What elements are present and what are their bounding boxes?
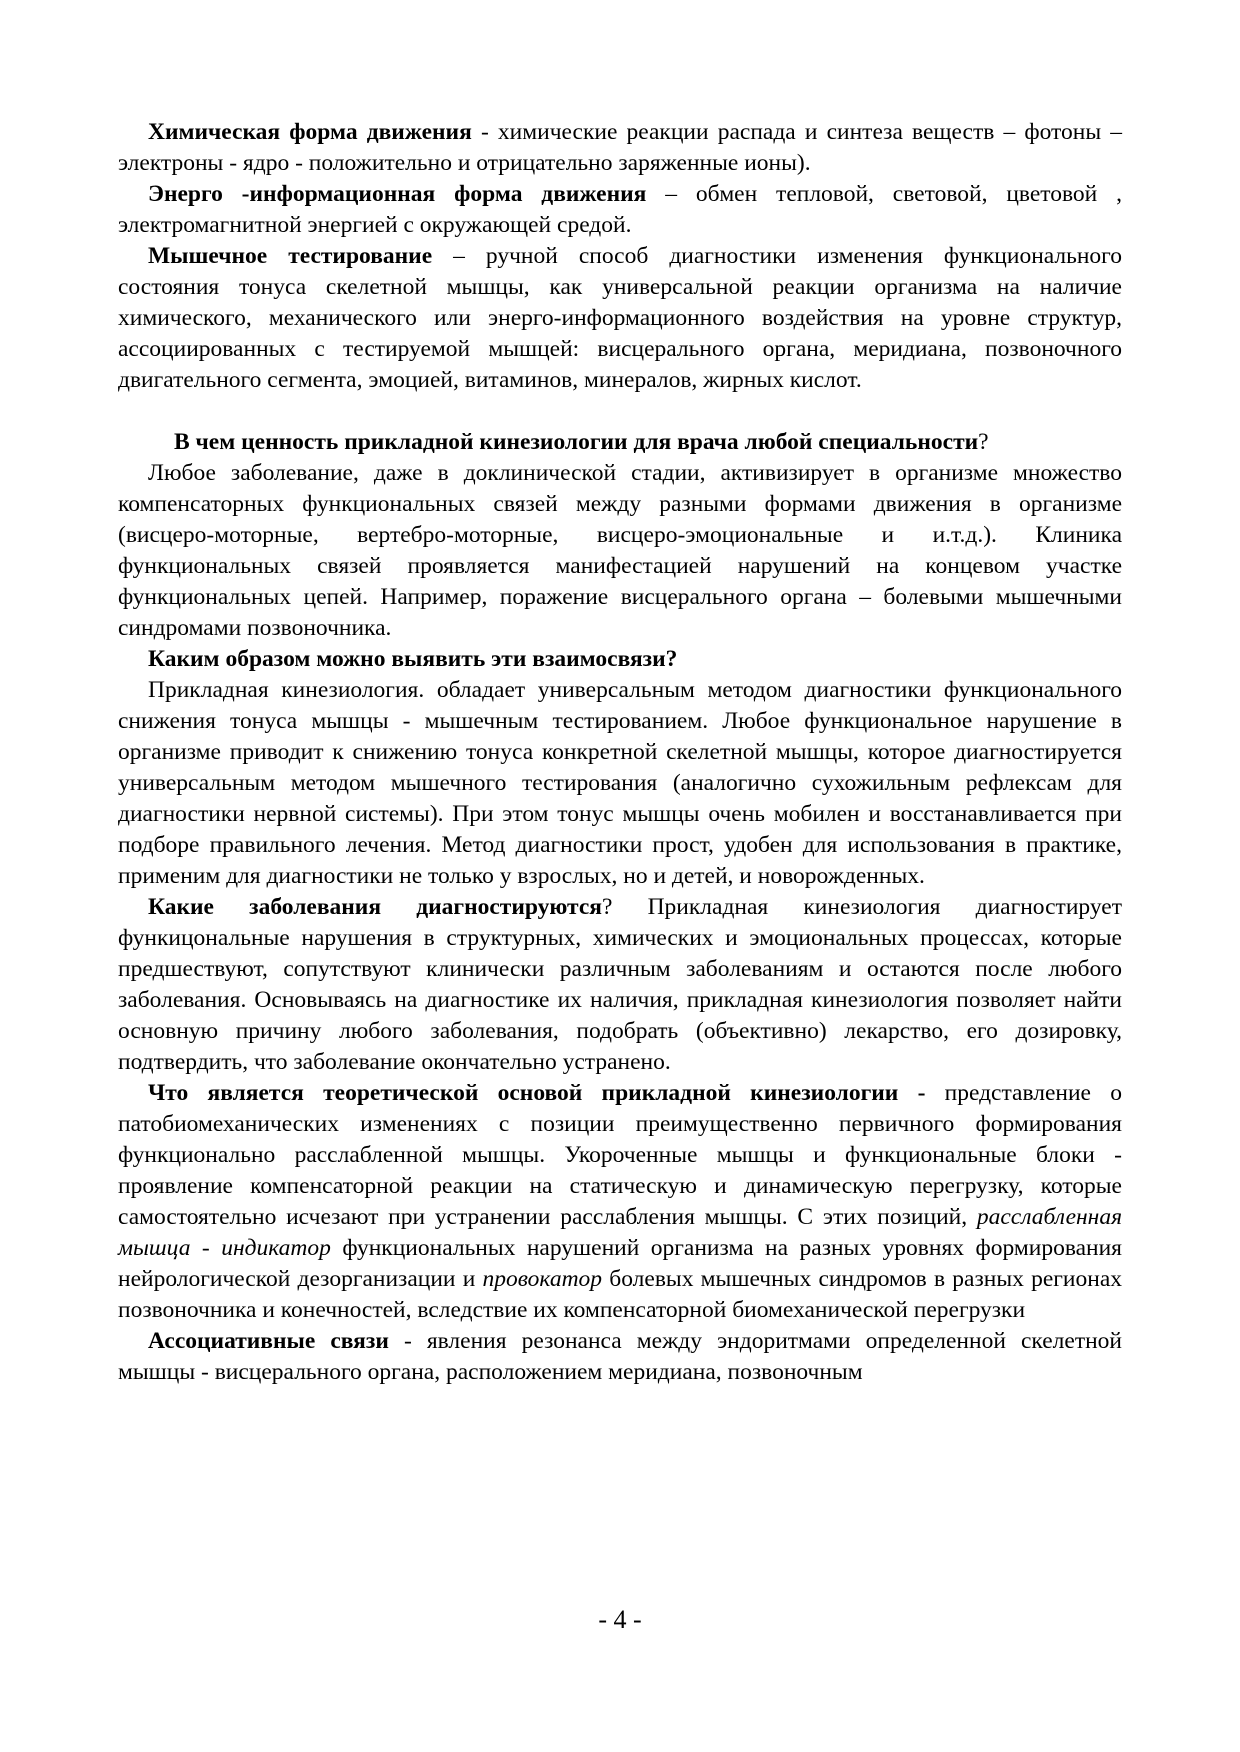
paragraph-energy-info-form bbox=[118, 179, 1122, 241]
paragraph-diseases-diagnosed bbox=[118, 892, 1122, 1078]
question-value-mark: ? bbox=[978, 429, 989, 455]
term-muscle-testing: Мышечное тестирование bbox=[148, 243, 433, 269]
paragraph-applied-kinesiology bbox=[118, 675, 1122, 892]
text-any-disease: Любое заболевание, даже в доклинической стадии, активизирует в организме множество компенсаторных функциональных связей между разными формами движения в организме (висцеро-моторные, вертебро-моторные, висцеро-эмоциональные и и.т.д.). Клиника функциональных связей проявляется манифестацией нарушений на концевом участке функциональных цепей. Например, поражение висцерального органа – болевыми мышечными синдромами позвоночника. bbox=[118, 460, 1122, 641]
text-diseases-diagnosed: ? Прикладная кинезиология диагностирует функицональные нарушения в структурных, химических и эмоциональных процессах, которые предшествуют, сопутствуют клинически различным заболеваниям и остаются после любого заболевания. Основываясь на диагностике их наличия, прикладная кинезиология позволяет найти основную причину любого заболевания, подобрать (объективно) лекарство, его дозировку, подтвердить, что заболевание окончательно устранено. bbox=[118, 894, 1122, 1075]
blank-line bbox=[118, 396, 1122, 427]
page-number: - 4 - bbox=[598, 1605, 642, 1634]
term-diseases-diagnosed: Какие заболевания диагностируются bbox=[148, 894, 602, 920]
italic-relaxed-muscle: расслабленная мышца - индикатор bbox=[118, 1204, 1122, 1261]
term-theoretical-basis: Что является теоретической основой прикладной кинезиологии - bbox=[148, 1080, 926, 1106]
question-how-to-detect bbox=[118, 644, 1122, 675]
text-muscle-testing: – ручной способ диагностики изменения функционального состояния тонуса скелетной мышцы, как универсальной реакции организма на наличие химического, механического или энерго-информационного воздействия на уровне структур, ассоциированных с тестируемой мышцей: висцерального органа, меридиана, позвоночного двигательного сегмента, эмоцией, витаминов, минералов, жирных кислот. bbox=[118, 243, 1122, 393]
text-energy-info-form: – обмен тепловой, световой, цветовой , электромагнитной энергией с окружающей средой. bbox=[118, 181, 1122, 238]
paragraph-associative-links bbox=[118, 1326, 1122, 1388]
term-associative-links: Ассоциативные связи bbox=[148, 1328, 389, 1354]
paragraph-muscle-testing bbox=[118, 241, 1122, 396]
text-applied-kinesiology: Прикладная кинезиология. обладает универсальным методом диагностики функционального снижения тонуса мышцы - мышечным тестированием. Любое функциональное нарушение в организме приводит к снижению тонуса конкретной скелетной мышцы, которое диагностируется универсальным методом мышечного тестирования (аналогично сухожильным рефлексам для диагностики нервной системы). При этом тонус мышцы очень мобилен и восстанавливается при подборе правильного лечения. Метод диагностики прост, удобен для использования в практике, применим для диагностики не только у взрослых, но и детей, и новорожденных. bbox=[118, 677, 1122, 889]
text-theoretical-basis-c: болевых мышечных синдромов в разных регионах позвоночника и конечностей, вследствие их компенсаторной биомеханической перегрузки bbox=[118, 1266, 1122, 1323]
question-value-text: В чем ценность прикладной кинезиологии для врача любой специальности bbox=[174, 429, 979, 455]
term-energy-info-form: Энерго -информационная форма движения bbox=[148, 181, 647, 207]
question-value-of-kinesiology bbox=[118, 427, 1122, 458]
text-associative-links: - явления резонанса между эндоритмами определенной скелетной мышцы - висцерального органа, расположением меридиана, позвоночным bbox=[118, 1328, 1122, 1385]
paragraph-any-disease bbox=[118, 458, 1122, 644]
page-content bbox=[118, 117, 1122, 1388]
italic-provocateur: провокатор bbox=[482, 1266, 603, 1292]
question-detect-text: Каким образом можно выявить эти взаимосвязи? bbox=[148, 646, 678, 672]
text-theoretical-basis-b: функциональных нарушений организма на разных уровнях формирования нейрологической дезорганизации и bbox=[118, 1235, 1122, 1292]
paragraph-theoretical-basis bbox=[118, 1078, 1122, 1326]
text-theoretical-basis-a: представление о патобиомеханических изменениях с позиции преимущественно первичного формирования функционально расслабленной мышцы. Укороченные мышцы и функциональные блоки - проявление компенсаторной реакции на статическую и динамическую перегрузку, которые самостоятельно исчезают при устранении расслабления мышцы. С этих позиций, bbox=[118, 1080, 1122, 1230]
paragraph-chemical-form bbox=[118, 117, 1122, 179]
term-chemical-form: Химическая форма движения bbox=[148, 119, 472, 145]
text-chemical-form: - химические реакции распада и синтеза веществ – фотоны – электроны - ядро - положительно и отрицательно заряженные ионы). bbox=[118, 119, 1123, 176]
